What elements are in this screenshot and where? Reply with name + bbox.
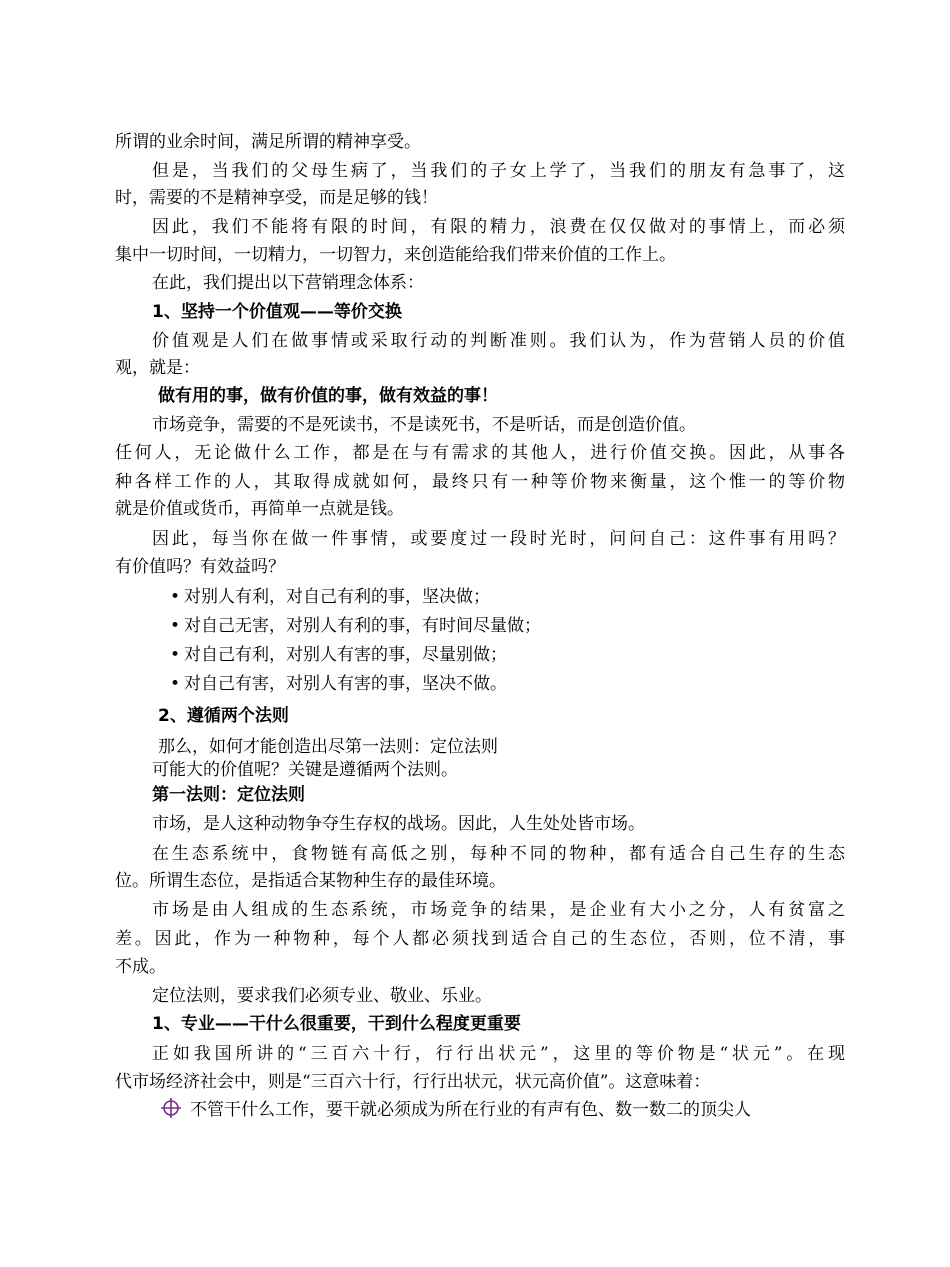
paragraph-line: 市场竞争，需要的不是死读书，不是读死书，不是听话，而是创造价值。 xyxy=(152,415,696,435)
bullet-icon: • xyxy=(170,587,181,607)
list-item xyxy=(170,643,845,667)
list-item-text: 对自己有害，对别人有害的事，坚决不做。 xyxy=(184,674,507,694)
list-item-text: 对自己无害，对别人有利的事，有时间尽量做； xyxy=(184,616,541,636)
paragraph-line: 有价值吗？有效益吗？ xyxy=(115,557,285,577)
paragraph-line: 集中一切时间，一切精力，一切智力，来创造能给我们带来价值的工作上。 xyxy=(115,245,676,265)
paragraph-line: 任何人，无论做什么工作，都是在与有需求的其他人，进行价值交换。因此，从事各 xyxy=(115,443,845,463)
paragraph-line: 差。因此，作为一种物种，每个人都必须找到适合自己的生态位，否则，位不清，事 xyxy=(115,929,845,949)
section-heading: 1、专业——干什么很重要，干到什么程度更重要 xyxy=(152,1014,521,1034)
paragraph-line: 定位法则，要求我们必须专业、敬业、乐业。 xyxy=(152,986,492,1006)
paragraph-line: 价值观是人们在做事情或采取行动的判断准则。我们认为，作为营销人员的价值 xyxy=(152,331,845,351)
paragraph-line: 那么，如何才能创造出尽第一法则：定位法则 xyxy=(158,737,498,757)
paragraph-line: 位。所谓生态位，是指适合某物种生存的最佳环境。 xyxy=(115,871,506,891)
list-item xyxy=(170,585,845,609)
list-item-text: 对自己有利，对别人有害的事，尽量别做； xyxy=(184,645,507,665)
paragraph-line: 可能大的价值呢？关键是遵循两个法则。 xyxy=(152,760,458,780)
bullet-icon: • xyxy=(170,645,181,665)
list-item xyxy=(170,614,845,638)
paragraph-line: 市场是由人组成的生态系统，市场竞争的结果，是企业有大小之分，人有贫富之 xyxy=(152,900,845,920)
paragraph-line: 观，就是： xyxy=(115,358,200,378)
section-heading: 2、遵循两个法则 xyxy=(158,706,289,726)
paragraph-line: 市场，是人这种动物争夺生存权的战场。因此，人生处处皆市场。 xyxy=(152,814,645,834)
paragraph-line: 在此，我们提出以下营销理念体系： xyxy=(152,273,424,293)
list-item xyxy=(170,672,845,696)
paragraph-line: 不成。 xyxy=(115,957,166,977)
paragraph-line: 代市场经济社会中，则是“三百六十行，行行出状元，状元高价值”。这意味着： xyxy=(115,1072,711,1092)
rule-heading: 第一法则：定位法则 xyxy=(152,785,305,805)
paragraph-line: 正如我国所讲的“三百六十行，行行出状元”，这里的等价物是“状元”。在现 xyxy=(152,1044,845,1064)
paragraph-line: 因此，我们不能将有限的时间，有限的精力，浪费在仅仅做对的事情上，而必须 xyxy=(152,217,845,237)
paragraph-line: 就是价值或货币，再简单一点就是钱。 xyxy=(115,499,404,519)
bullet-icon: • xyxy=(170,616,181,636)
paragraph-line: 但是，当我们的父母生病了，当我们的子女上学了，当我们的朋友有急事了，这 xyxy=(152,161,845,181)
crosshair-bullet-icon xyxy=(160,1097,182,1119)
bullet-icon: • xyxy=(170,674,181,694)
emphasis-line: 做有用的事，做有价值的事，做有效益的事！ xyxy=(158,386,498,406)
list-item-text: 对别人有利，对自己有利的事，坚决做； xyxy=(184,587,490,607)
paragraph-line: 种各样工作的人，其取得成就如何，最终只有一种等价物来衡量，这个惟一的等价物 xyxy=(115,472,845,492)
paragraph-line: 所谓的业余时间，满足所谓的精神享受。 xyxy=(115,132,421,152)
paragraph-line: 因此，每当你在做一件事情，或要度过一段时光时，问问自己：这件事有用吗？ xyxy=(152,529,845,549)
section-heading: 1、坚持一个价值观——等价交换 xyxy=(152,302,402,322)
paragraph-line: 不管干什么工作，要干就必须成为所在行业的有声有色、数一数二的顶尖人 xyxy=(190,1100,751,1120)
paragraph-line: 在生态系统中，食物链有高低之别，每种不同的物种，都有适合自己生存的生态 xyxy=(152,844,845,864)
paragraph-line: 时，需要的不是精神享受，而是足够的钱！ xyxy=(115,188,438,208)
